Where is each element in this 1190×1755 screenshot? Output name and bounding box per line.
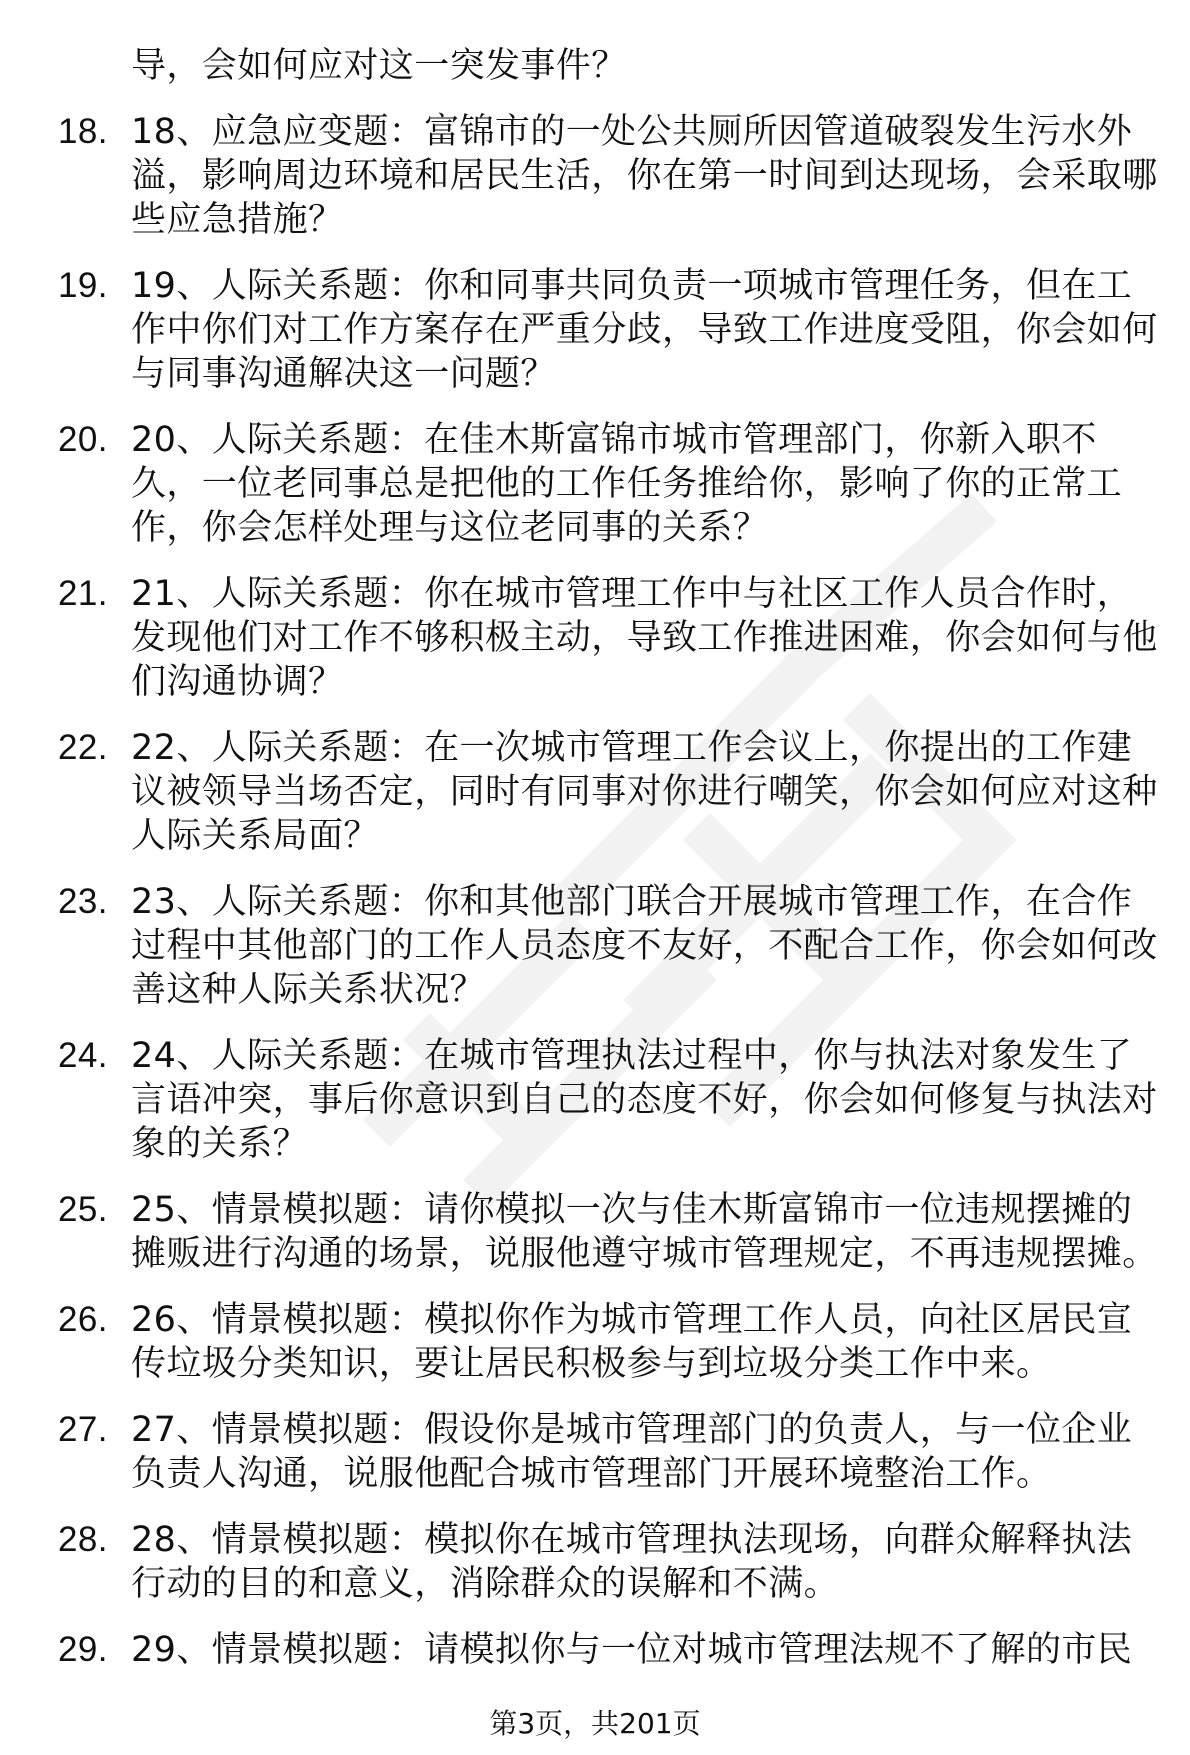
list-item	[58, 572, 1158, 704]
item-text: 26、情景模拟题：模拟你作为城市管理工作人员，向社区居民宣传垃圾分类知识，要让居民积极参与到垃圾分类工作中来。	[131, 1300, 1133, 1384]
item-number: 25.	[58, 1190, 108, 1229]
list-item	[58, 1518, 1158, 1606]
item-text: 24、人际关系题：在城市管理执法过程中，你与执法对象发生了言语冲突，事后你意识到自己的态度不好，你会如何修复与执法对象的关系？	[131, 1036, 1158, 1164]
item-text: 23、人际关系题：你和其他部门联合开展城市管理工作，在合作过程中其他部门的工作人员态度不友好，不配合工作，你会如何改善这种人际关系状况？	[131, 882, 1158, 1010]
list-item	[58, 726, 1158, 858]
list-item-continuation	[58, 44, 1158, 88]
item-number: 29.	[58, 1630, 108, 1669]
list-item	[58, 264, 1158, 396]
item-text: 28、情景模拟题：模拟你在城市管理执法现场，向群众解释执法行动的目的和意义，消除群众的误解和不满。	[131, 1520, 1133, 1604]
item-number: 21.	[58, 574, 108, 613]
list-item	[58, 418, 1158, 550]
item-number: 24.	[58, 1036, 108, 1075]
item-number: 27.	[58, 1410, 108, 1449]
item-text: 25、情景模拟题：请你模拟一次与佳木斯富锦市一位违规摆摊的摊贩进行沟通的场景，说服他遵守城市管理规定，不再违规摆摊。	[131, 1190, 1158, 1274]
item-text: 21、人际关系题：你在城市管理工作中与社区工作人员合作时，发现他们对工作不够积极主动，导致工作推进困难，你会如何与他们沟通协调？	[131, 574, 1158, 702]
item-number: 26.	[58, 1300, 108, 1339]
item-text: 22、人际关系题：在一次城市管理工作会议上，你提出的工作建议被领导当场否定，同时有同事对你进行嘲笑，你会如何应对这种人际关系局面？	[131, 728, 1158, 856]
item-text: 27、情景模拟题：假设你是城市管理部门的负责人，与一位企业负责人沟通，说服他配合城市管理部门开展环境整治工作。	[131, 1410, 1133, 1494]
list-item	[58, 1628, 1158, 1672]
item-number: 18.	[58, 112, 108, 151]
continuation-text: 导，会如何应对这一突发事件？	[131, 46, 627, 86]
list-item	[58, 1298, 1158, 1386]
list-item	[58, 110, 1158, 242]
list-item	[58, 1408, 1158, 1496]
list-item	[58, 880, 1158, 1012]
item-text: 20、人际关系题：在佳木斯富锦市城市管理部门，你新入职不久，一位老同事总是把他的工作任务推给你，影响了你的正常工作，你会怎样处理与这位老同事的关系？	[131, 420, 1123, 548]
list-item	[58, 1188, 1158, 1276]
item-number: 23.	[58, 882, 108, 921]
item-text: 18、应急应变题：富锦市的一处公共厕所因管道破裂发生污水外溢，影响周边环境和居民生活，你在第一时间到达现场，会采取哪些应急措施？	[131, 112, 1158, 240]
item-text: 19、人际关系题：你和同事共同负责一项城市管理任务，但在工作中你们对工作方案存在严重分歧，导致工作进度受阻，你会如何与同事沟通解决这一问题？	[131, 266, 1158, 394]
item-number: 19.	[58, 266, 108, 305]
item-text: 29、情景模拟题：请模拟你与一位对城市管理法规不了解的市民	[131, 1630, 1133, 1670]
question-list	[58, 44, 1158, 1694]
page-footer: 第3页，共201页	[489, 1707, 701, 1740]
item-number: 20.	[58, 420, 108, 459]
list-item	[58, 1034, 1158, 1166]
item-number: 22.	[58, 728, 108, 767]
item-number: 28.	[58, 1520, 108, 1559]
